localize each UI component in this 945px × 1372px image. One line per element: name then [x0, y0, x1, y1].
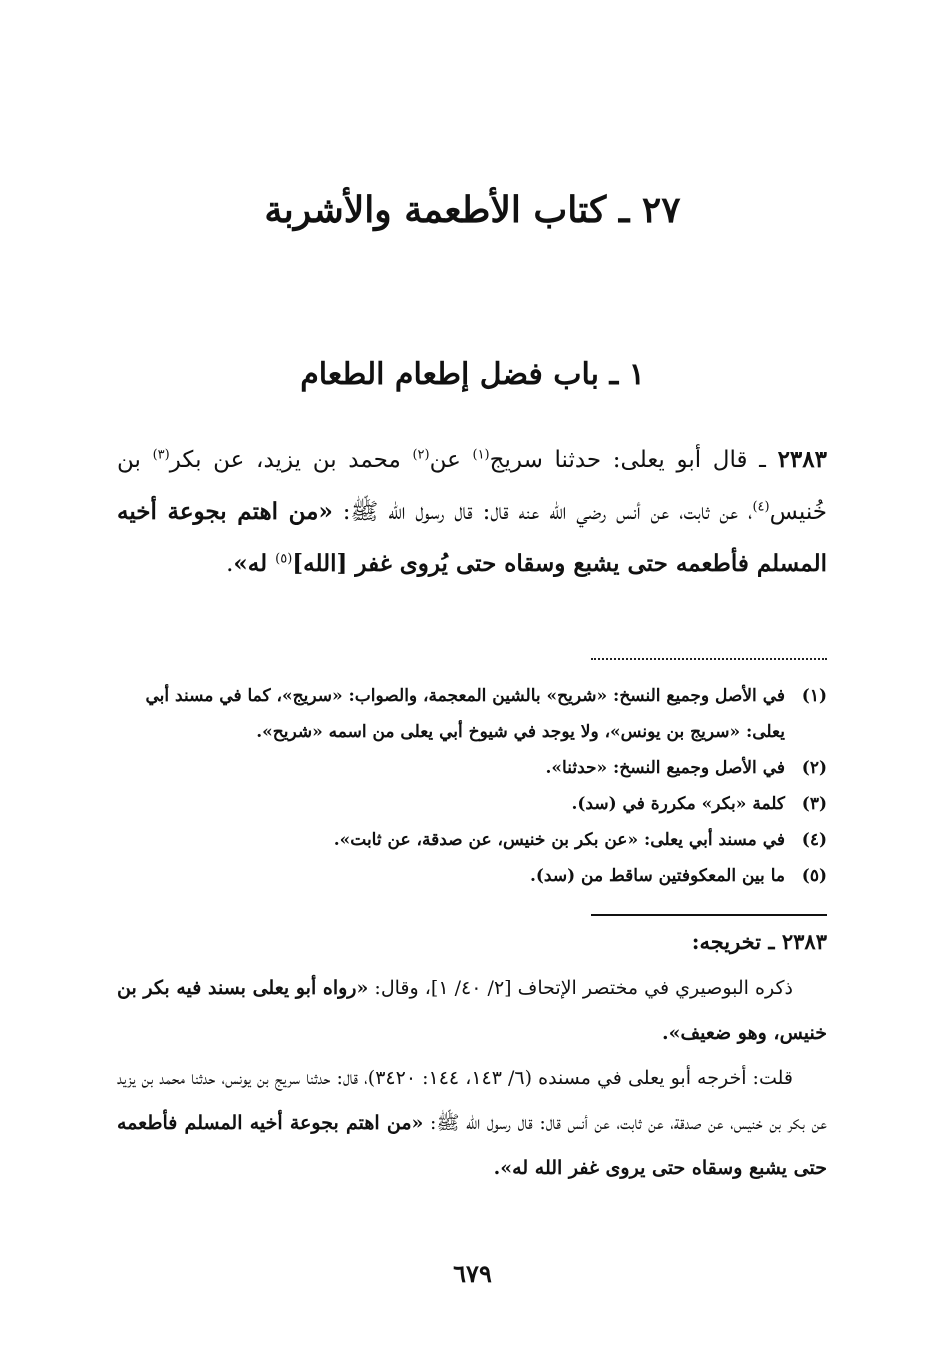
footnote-ref-1[interactable]: (١) — [472, 447, 490, 463]
takhrij-quote-2: «من اهتم بجوعة أخيه المسلم فأطعمه حتى يشبع وسقاه حتى يروى غفر الله له». — [117, 1112, 827, 1179]
footnote-ref-3[interactable]: (٣) — [152, 447, 170, 463]
hadith-isnad-5: ، عن ثابت، عن أنس رضي الله عنه قال: قال رسول الله ﷺ: — [332, 499, 753, 525]
hadith-isnad-1: قال أبو يعلى: حدثنا سريج — [489, 447, 748, 473]
footnote-item — [117, 750, 827, 786]
takhrij-paragraph-2 — [117, 1056, 827, 1191]
footnote-number: (٢) — [801, 758, 827, 778]
footnote-number: (٤) — [801, 830, 827, 850]
hadith-matn-1: «من اهتم بجوعة أخيه المسلم فأطعمه حتى يشبع وسقاه حتى يُروى غفر [الله] — [117, 498, 827, 577]
footnote-number: (٥) — [801, 866, 827, 886]
footnote-text: في الأصل وجميع النسخ: «شريح» بالشين المعجمة، والصواب: «سريج»، كما في مسند أبي يعلى: «سريج بن يونس»، ولا يوجد في شيوخ أبي يعلى من اسمه «شريح». — [145, 686, 785, 742]
footnote-separator — [591, 658, 827, 660]
hadith-text — [117, 434, 827, 590]
hadith-matn-2: له» — [233, 550, 276, 577]
takhrij-source-2: قلت: أخرجه أبو يعلى في مسنده (٦/ ١٤٣، ١٤٤: ٣٤٢٠)، قال: حدثنا سريج بن يونس، حدثنا محمد بن يزيد عن بكر بن خنيس، عن صدقة، عن ثابت، عن أنس قال: قال رسول الله ﷺ: — [117, 1067, 827, 1134]
footnote-text: كلمة «بكر» مكررة في (سد). — [571, 794, 785, 814]
footnote-item — [117, 786, 827, 822]
hadith-isnad-4: بن خُنيس — [117, 447, 827, 525]
footnote-ref-4[interactable]: (٤) — [752, 499, 770, 515]
footnote-ref-2[interactable]: (٢) — [412, 447, 430, 463]
takhrij-heading: ٢٣٨٣ ـ تخريجه: — [691, 929, 827, 954]
footnote-text: ما بين المعكوفتين ساقط من (سد). — [529, 866, 785, 886]
footnote-number: (١) — [801, 686, 827, 706]
page-number: ٦٧٩ — [453, 1259, 492, 1288]
takhrij-text — [117, 966, 827, 1191]
footnote-item — [117, 858, 827, 894]
takhrij-separator — [591, 914, 827, 916]
hadith-number: ٢٣٨٣ — [777, 446, 827, 473]
footnote-text: في الأصل وجميع النسخ: «حدثنا». — [545, 758, 785, 778]
hadith-isnad-3: محمد بن يزيد، عن بكر — [169, 447, 413, 473]
hadith-end: . — [226, 551, 234, 577]
hadith-isnad-2: عن — [429, 447, 473, 473]
hadith-dash: ـ — [747, 447, 778, 473]
footnote-number: (٣) — [801, 794, 827, 814]
footnote-item — [117, 678, 827, 750]
footnotes-list — [117, 678, 827, 894]
takhrij-quote-1: «رواه أبو يعلى بسند فيه بكر بن خنيس، وهو ضعيف». — [117, 977, 827, 1044]
takhrij-source-1: ذكره البوصيري في مختصر الإتحاف [٢/ ٤٠/ ١]، وقال: — [368, 977, 793, 999]
footnote-ref-5[interactable]: (٥) — [275, 551, 293, 567]
footnote-text: في مسند أبي يعلى: «عن بكر بن خنيس، عن صدقة، عن ثابت». — [333, 830, 785, 850]
takhrij-paragraph-1 — [117, 966, 827, 1056]
book-title: ٢٧ ـ كتاب الأطعمة والأشربة — [264, 189, 681, 231]
chapter-title: ١ ـ باب فضل إطعام الطعام — [300, 357, 645, 392]
footnote-item — [117, 822, 827, 858]
